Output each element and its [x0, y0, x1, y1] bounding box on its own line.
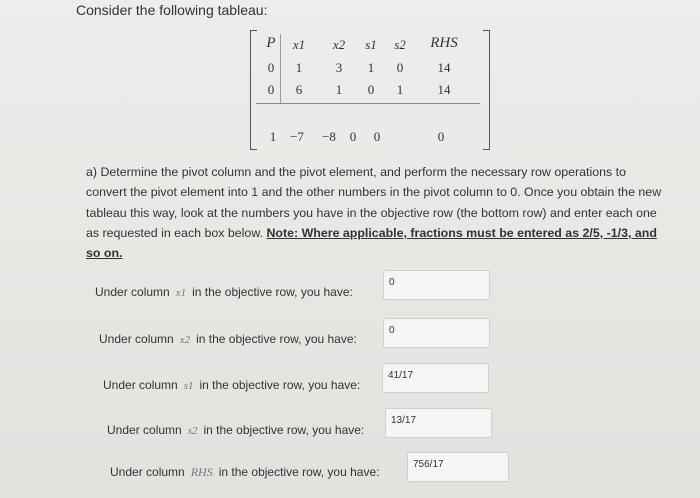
- instructions-text: a) Determine the pivot column and the pivot element, and perform the necessary row operations to convert the pivot element into 1 and the other numbers in the pivot column to 0. Once you obtain the new tableau this way, look at the numbers you have in the objective row (the bottom row) and enter each one as requested in each box below.: [86, 165, 662, 240]
- row2-s2: 1: [396, 82, 404, 97]
- row2-p: 0: [267, 82, 275, 97]
- instructions-note: Note: Where applicable, fractions must be entered as 2/5, -1/3, and so on.: [86, 225, 657, 261]
- obj-s1: 0: [349, 129, 357, 144]
- answer-value-rhs: 756/17: [413, 459, 444, 470]
- answer-suffix: in the objective row, you have:: [192, 285, 353, 299]
- answer-value-x1: 0: [389, 277, 395, 288]
- obj-x2: −8: [322, 129, 336, 144]
- row2-x2: 1: [335, 82, 343, 97]
- row1-x2: 3: [335, 60, 343, 75]
- answer-input-s1[interactable]: [382, 363, 489, 393]
- answer-row-x2: [99, 332, 357, 346]
- answer-row-s1: [103, 378, 360, 392]
- answer-suffix: in the objective row, you have:: [196, 332, 357, 346]
- answer-prefix: Under column: [95, 285, 170, 299]
- answer-prefix: Under column: [103, 378, 178, 392]
- answer-var-x1: x1: [175, 287, 187, 299]
- obj-rhs: 0: [437, 129, 445, 144]
- row2-s1: 0: [367, 82, 375, 97]
- answer-input-rhs[interactable]: [407, 452, 509, 482]
- row1-s1: 1: [367, 60, 375, 75]
- instructions-paragraph: [86, 162, 666, 263]
- header-s1: s1: [365, 37, 377, 52]
- answer-row-s2: [107, 423, 364, 437]
- answer-suffix: in the objective row, you have:: [199, 378, 361, 392]
- row2-rhs: 14: [437, 82, 451, 97]
- header-p: P: [266, 35, 276, 51]
- answer-input-s2[interactable]: [385, 408, 492, 438]
- tableau-divider-horizontal: [256, 103, 480, 104]
- header-rhs: RHS: [430, 35, 458, 51]
- row1-rhs: 14: [437, 60, 451, 75]
- row1-s2: 0: [396, 60, 404, 75]
- answer-input-x1[interactable]: [383, 270, 490, 300]
- answer-var-s2: s2: [187, 425, 198, 437]
- row2-x1: 6: [295, 82, 303, 97]
- answer-input-x2[interactable]: [383, 318, 490, 348]
- answer-suffix: in the objective row, you have:: [203, 423, 365, 437]
- row1-x1: 1: [295, 60, 303, 75]
- simplex-tableau: [250, 30, 490, 148]
- answer-prefix: Under column: [110, 465, 185, 479]
- answer-suffix: in the objective row, you have:: [218, 465, 380, 479]
- answer-value-s2: 13/17: [391, 415, 417, 426]
- answer-row-x1: [95, 285, 353, 299]
- obj-s2: 0: [373, 129, 381, 144]
- answer-prefix: Under column: [99, 332, 174, 346]
- tableau-right-bracket: [483, 30, 490, 150]
- answer-var-s1: s1: [183, 380, 194, 392]
- answer-value-x2: 0: [389, 325, 395, 336]
- answer-var-x2: x2: [179, 334, 191, 346]
- header-x1: x1: [292, 37, 306, 52]
- header-s2: s2: [394, 37, 406, 52]
- answer-row-rhs: [110, 465, 379, 480]
- answer-var-rhs: RHS: [190, 465, 213, 479]
- obj-p: 1: [269, 129, 277, 144]
- answer-prefix: Under column: [107, 423, 182, 437]
- header-x2: x2: [332, 37, 346, 52]
- question-heading: Consider the following tableau:: [76, 2, 268, 18]
- answer-value-s1: 41/17: [388, 370, 414, 381]
- obj-x1: −7: [290, 129, 304, 144]
- row1-p: 0: [267, 60, 275, 75]
